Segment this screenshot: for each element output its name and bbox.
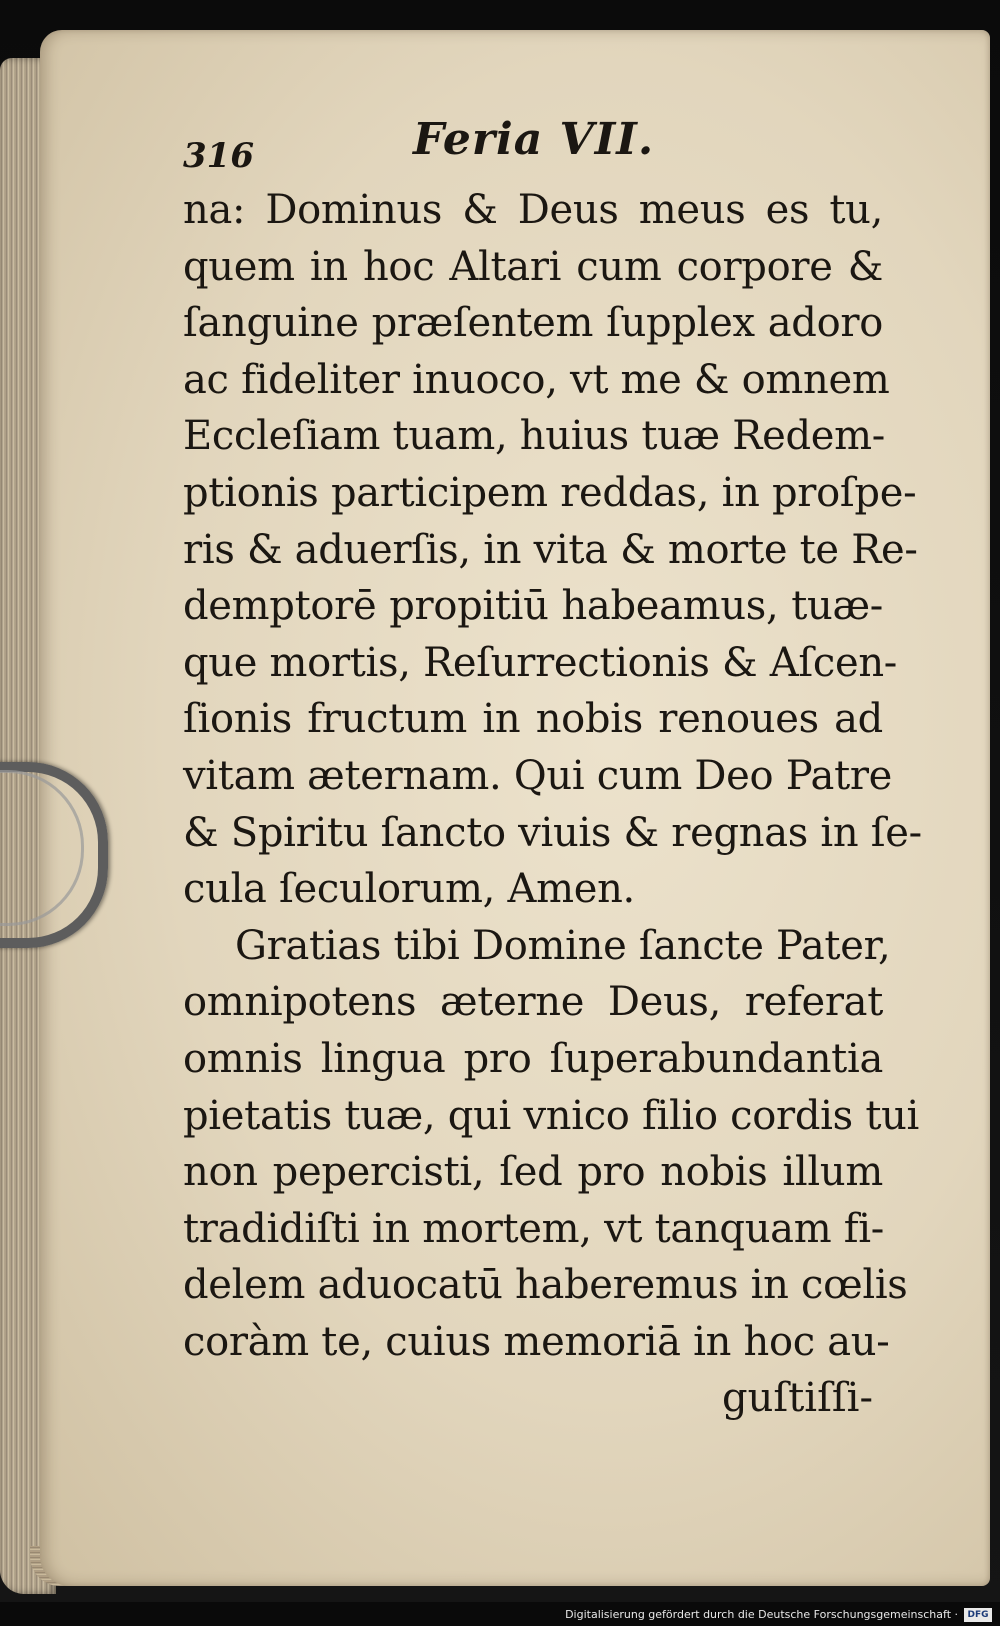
text-line: non pepercisti, ſed pro nobis illum: [183, 1149, 883, 1196]
text-line: Eccleſiam tuam, huius tuæ Redem-: [183, 413, 885, 460]
text-line: ſanguine præſentem ſupplex adoro: [183, 300, 883, 347]
catchword: guſtiſſi-: [722, 1375, 873, 1422]
running-head: Feria VII.: [413, 114, 655, 165]
text-line: ris & aduerſis, in vita & morte te Re-: [183, 526, 918, 573]
text-line: cula ſeculorum, Amen.: [183, 866, 635, 913]
page-number: 316: [183, 136, 254, 176]
dfg-logo-icon: DFG: [964, 1608, 992, 1622]
text-line: pietatis tuæ, qui vnico filio cordis tui: [183, 1092, 920, 1139]
text-line: & Spiritu ſancto viuis & regnas in ſe-: [183, 809, 922, 856]
text-line: demptorē propitiū habeamus, tuæ-: [183, 583, 883, 630]
text-line: que mortis, Reſurrectionis & Aſcen-: [183, 639, 897, 686]
text-line: ſionis fructum in nobis renoues ad: [183, 696, 883, 743]
text-line: quem in hoc Altari cum corpore &: [183, 243, 883, 290]
text-line: tradidiſti in mortem, vt tanquam fi-: [183, 1205, 884, 1252]
text-line: ptionis participem reddas, in proſpe-: [183, 469, 917, 516]
text-line: omnis lingua pro ſuperabundantia: [183, 1035, 883, 1082]
text-line: delem aduocatū haberemus in cœlis: [183, 1262, 908, 1309]
digitization-credit: Digitalisierung gefördert durch die Deutsche Forschungsgemeinschaft ·: [565, 1608, 958, 1621]
text-line: vitam æternam. Qui cum Deo Patre: [183, 752, 893, 799]
text-line: omnipotens æterne Deus, referat: [183, 979, 883, 1026]
text-line: na: Dominus & Deus meus es tu,: [183, 187, 883, 233]
body-text: [183, 182, 922, 1426]
text-line: coràm te, cuius memoriā in hoc au-: [183, 1318, 890, 1365]
text-line: Gratias tibi Domine ſancte Pater,: [235, 922, 891, 969]
page-header: [183, 108, 883, 182]
page-text-block: [183, 108, 922, 1426]
text-line: ac fideliter inuoco, vt me & omnem: [183, 356, 890, 403]
